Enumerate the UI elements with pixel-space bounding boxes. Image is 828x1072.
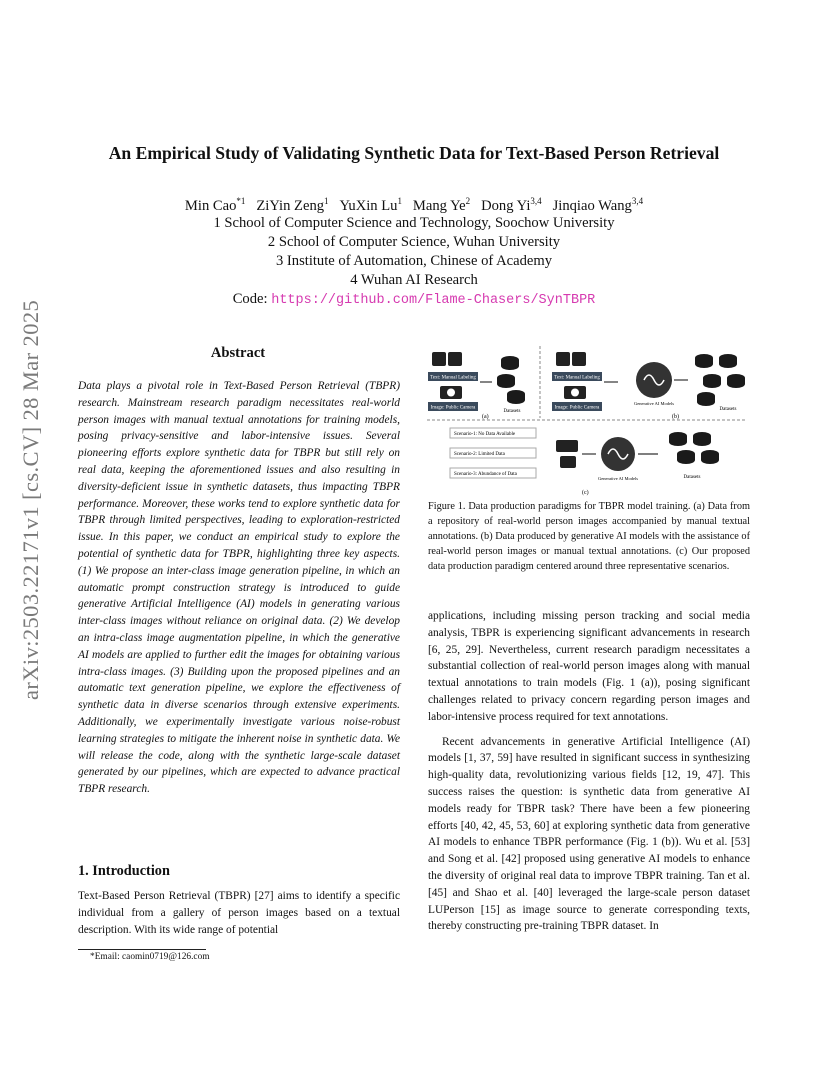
label-a: (a) (482, 414, 489, 420)
affiliation-2: 2 School of Computer Science, Wuhan University (267, 234, 561, 250)
code-label: Code: (232, 291, 272, 307)
panel-c (450, 428, 719, 496)
affiliation-1: 1 School of Computer Science and Technology, Soochow University (213, 215, 615, 231)
paper-title: An Empirical Study of Validating Synthetic Data for Text-Based Person Retrieval (108, 143, 720, 163)
intro-heading: 1. Introduction (78, 863, 170, 879)
abstract-heading: Abstract (210, 345, 266, 361)
figure-1 (422, 344, 752, 496)
figure-caption: Figure 1. Data production paradigms for TBPR model training. (a) Data from a repository of real-world person images accompanied by manual textual annotations. (b) Data produced by generative AI models with the assistance of real-world person images or manual textual annotations. (c) Our proposed data production paradigm centered around three representative scenarios. (428, 501, 750, 572)
image-camera-box: Image: Public Camera (430, 405, 476, 411)
abstract-text: Data plays a pivotal role in Text-Based Person Retrieval (TBPR) research. Mainstream research paradigm necessitates real-world person images with manual textual annotations for training models, posing privacy-sensitive and labor-intensive issues. Several pioneering efforts explore synthetic data for TBPR but still rely on real data, keeping the aforementioned issues and also resulting in diversity-deficient issue in synthetic datasets, thus impacting TBPR performance. Moreover, these works tend to explore synthetic data for TBPR through limited perspectives, leading to exploration-restricted issue. In this paper, we conduct an empirical study to explore the potential of synthetic data for TBPR, highlighting three key aspects. (1) We propose an inter-class image generation pipeline, in which an automatic prompt construction strategy is introduced to guide generative Artificial Intelligence (AI) models in generating various inter-class images without reliance on original data. (2) We develop an intra-class image augmentation pipeline, in which the generative AI models are applied to further edit the images for obtaining various intra-class images. (3) Building upon the proposed pipelines and an automatic text generation pipeline, we explore the effectiveness of synthetic data in diverse scenarios through extensive experiments. Additionally, we experimentally investigate various noise-robust learning strategies to mitigate the inherent noise in synthetic data. We will release the code, along with the synthetic large-scale dataset generated by our pipelines, which are expected to advance practical TBPR research. (78, 380, 400, 796)
dataset-label: Datasets (683, 475, 701, 480)
panel-b (552, 352, 745, 420)
arxiv-identifier: arXiv:2503.22171v1 [cs.CV] 28 Mar 2025 (18, 299, 43, 700)
code-line (0, 291, 828, 308)
dataset-label: Datasets (719, 407, 737, 412)
scenario-3: Scenario-3: Abundance of Data (454, 472, 517, 477)
image-camera-box: Image: Public Camera (554, 405, 600, 411)
author-list: Min Cao$^{*1}$ ZiYin Zeng$^1$ YuXin Lu$^1$ Mang Ye$^2$ Dong Yi$^{3,4}$ Jinqiao Wang$^{3,4}$ (184, 196, 644, 214)
right-column (428, 608, 750, 935)
right-paragraph-2: Recent advancements in generative Artificial Intelligence (AI) models [1, 37, 59] have resulted in significant success in synthesizing high-quality data, revolutionizing various fields [12, 19, 47]. This success raises the question: is synthetic data from generative AI models ready for TBPR task? There have been a few pioneering efforts [40, 42, 45, 53, 60] at exploring synthetic data from generative AI models to enhance TBPR performance (Fig. 1 (b)). Wu et al. [53] and Song et al. [42] proposed using generative AI models to enhance the diversity of original real data to improve TBPR training. Tan et al. [45] and Shao et al. [40] leveraged the large-scale person dataset LUPerson [15] as image source to generate corresponding texts, thereby constructing pre-training TBPR dataset. In (428, 735, 750, 933)
affiliation-3: 3 Institute of Automation, Chinese of Academy (275, 253, 553, 269)
footnote-divider (78, 949, 206, 950)
text-labeling-box: Text: Manual Labeling (430, 375, 476, 381)
right-paragraph-1: applications, including missing person tracking and social media analysis, TBPR is experiencing significant advancements in research [6, 25, 29]. Nevertheless, current research paradigm necessitates a substantial collection of real-world person images along with manual textual annotations to train models (Fig. 1 (a)), posing significant challenges related to privacy concern regarding person images and labor-intensive process required for text annotations. (428, 610, 750, 723)
scenario-2: Scenario-2: Limited Data (454, 452, 505, 457)
text-labeling-box: Text: Manual Labeling (554, 375, 600, 381)
dataset-label: Datasets (503, 409, 521, 414)
scenario-1: Scenario-1: No Data Available (454, 432, 516, 437)
label-c: (c) (582, 490, 589, 496)
label-b: (b) (672, 414, 679, 420)
generative-label: Generative AI Models (634, 401, 674, 406)
code-link[interactable]: https://github.com/Flame-Chasers/SynTBPR (271, 293, 596, 308)
panel-a (428, 352, 525, 420)
intro-paragraph: Text-Based Person Retrieval (TBPR) [27] aims to identify a specific individual from a gallery of person images based on a textual description. With its wide range of potential (78, 890, 400, 936)
generative-label: Generative AI Models (598, 476, 638, 481)
affiliation-4: 4 Wuhan AI Research (350, 272, 478, 288)
footnote: *Email: caomin0719@126.com (90, 952, 210, 962)
